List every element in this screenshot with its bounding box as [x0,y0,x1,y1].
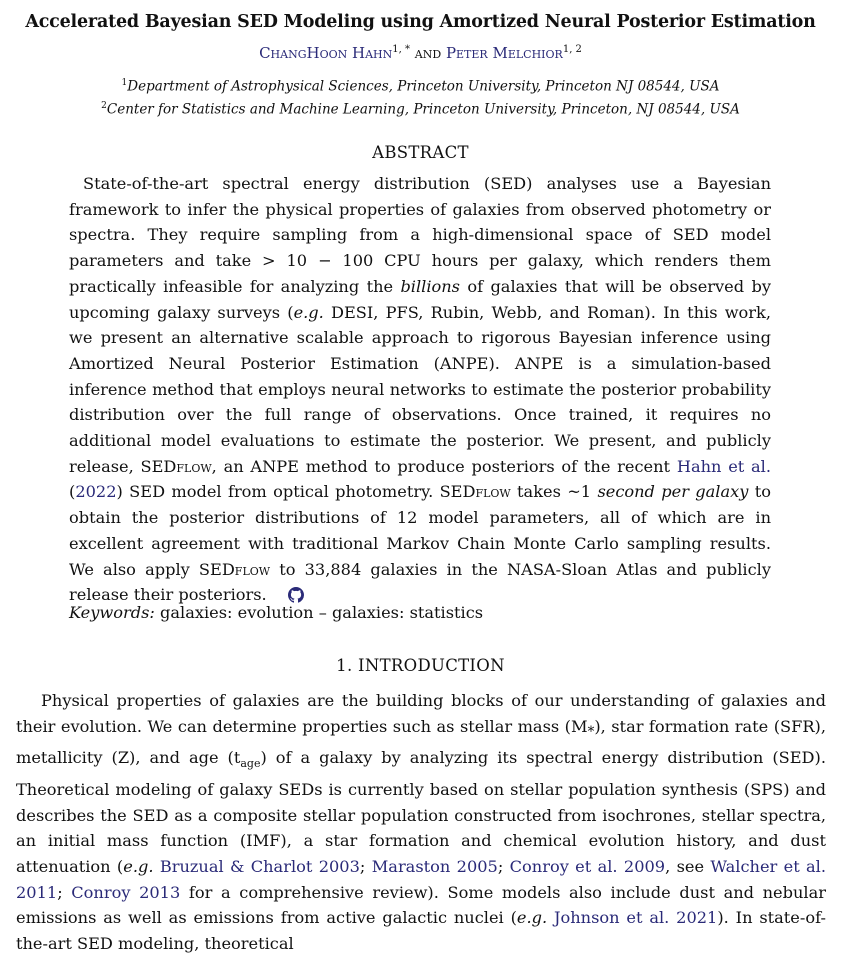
author-melchior-affil: 1, 2 [562,44,582,55]
author-list [0,44,841,62]
citation-maraston-2005[interactable]: Maraston 2005 [371,857,498,877]
keywords [69,603,483,622]
author-hahn-affil: 1, * [392,44,410,55]
citation-conroy-2013[interactable]: Conroy 2013 [71,882,181,902]
paper-title: Accelerated Bayesian SED Modeling using Amortized Neural Posterior Estimation [25,12,816,32]
citation-johnson-2021[interactable]: Johnson et al. 2021 [553,908,718,928]
author-melchior[interactable]: Peter Melchior [445,44,563,62]
sedflow-name: SEDflow [198,559,271,579]
affiliation-1-text: Department of Astrophysical Sciences, Princeton University, Princeton NJ 08544, USA [127,78,720,95]
affiliation-2-text: Center for Statistics and Machine Learning, Princeton University, Princeton, NJ 08544, USA [106,101,740,118]
affiliation-2-number: 2 [101,101,107,111]
introduction-body: Physical properties of galaxies are the building blocks of our understanding of galaxies and their evolution. We can determine properties such as stellar mass $(M_*)$, star formation rate (SFR), metallicity (Z), and age $(t_{age})$ of a galaxy by analyzing its spectral energy distribution (SED). Theoretical modeling of galaxy SEDs is currently based on stellar population synthesis (SPS) and describes the SED as a composite stellar population constructed from isochrones, stellar spectra, an initial mass function (IMF), a star formation and chemical evolution history, and dust attenuation (e.g. Bruzual & Charlot 2003; Maraston 2005; Conroy et al. 2009, see Walcher et al. 2011; Conroy 2013 for a comprehensive review). Some models also include dust and nebular emissions as well as emissions from active galactic nuclei (e.g. Johnson et al. 2021). In state-of-the-art SED modeling, theoretical [16,691,827,953]
sedflow-name: SEDflow [439,482,511,502]
author-conjunction: and [414,44,442,62]
abstract-body: State-of-the-art spectral energy distribution (SED) analyses use a Bayesian framework to infer the physical properties of galaxies from observed photometry or spectra. They require sampling from a high-dimensional space of SED model parameters and take > 10 − 100 CPU hours per galaxy, which renders them practically infeasible for analyzing the billions of galaxies that will be observed by upcoming galaxy surveys (e.g. DESI, PFS, Rubin, Webb, and Roman). In this work, we present an alternative scalable approach to rigorous Bayesian inference using Amortized Neural Posterior Estimation (ANPE). ANPE is a simulation-based inference method that employs neural networks to estimate the posterior probability distribution over the full range of observations. Once trained, it requires no additional model evaluations to estimate the posterior. We present, and publicly release, SEDflow, an ANPE method to produce posteriors of the recent Hahn et al. (2022) SED model from optical photometry. SEDflow takes ~1 second per galaxy to obtain the posterior distributions of 12 model parameters, all of which are in excellent agreement with traditional Markov Chain Monte Carlo sampling results. We also apply SEDflow to 33,884 galaxies in the NASA-Sloan Atlas and publicly release their posteriors. [69,171,771,611]
citation-bruzual-charlot-2003[interactable]: Bruzual & Charlot 2003 [159,857,360,877]
sedflow-name: SEDflow [140,456,212,476]
author-hahn[interactable]: ChangHoon Hahn [259,44,393,62]
citation-hahn-2022[interactable]: Hahn et al. [676,456,772,476]
citation-conroy-2009[interactable]: Conroy et al. 2009 [509,857,666,877]
keywords-label: Keywords: [69,603,155,622]
section-heading-introduction: 1. INTRODUCTION [336,656,505,675]
affiliation-1 [0,78,841,95]
abstract-heading: ABSTRACT [372,143,469,162]
affiliation-2 [0,101,841,118]
keywords-text: galaxies: evolution – galaxies: statistics [154,603,484,622]
citation-hahn-2022-year[interactable]: 2022 [75,482,117,502]
citation-walcher-2011[interactable]: Walcher et al. 2011 [16,857,827,902]
affiliation-1-number: 1 [121,78,128,88]
